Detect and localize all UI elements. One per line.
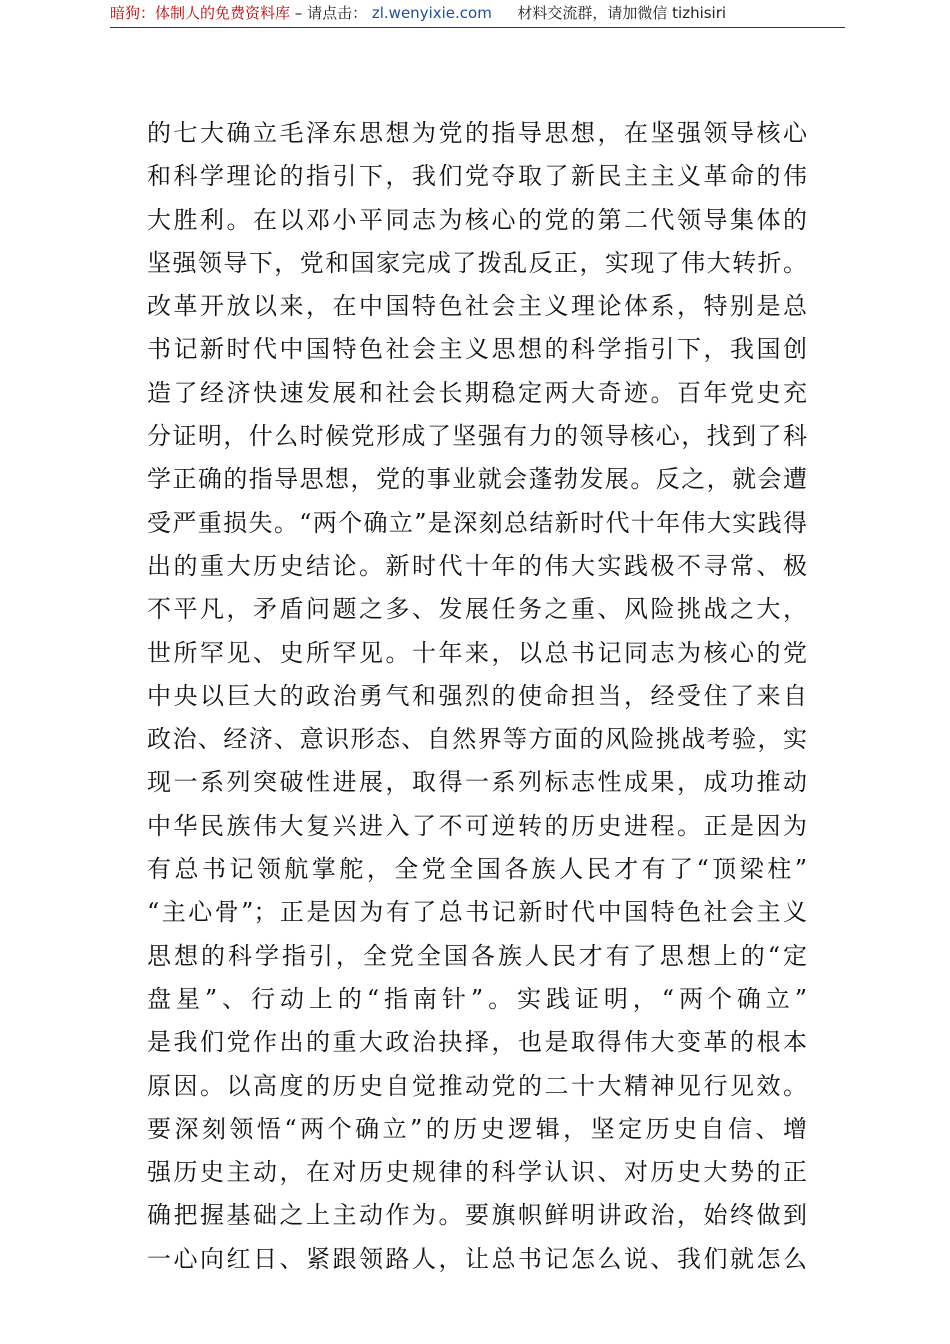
body-line: 现一系列突破性进展，取得一系列标志性成果，成功推动 [147, 768, 807, 797]
body-line: 大胜利。在以邓小平同志为核心的党的第二代领导集体的 [147, 205, 807, 234]
body-line: 出的重大历史结论。新时代十年的伟大实践极不寻常、极 [147, 551, 807, 580]
page-header [110, 0, 845, 28]
body-line: 原因。以高度的历史自觉推动党的二十大精神见行见效。 [147, 1071, 807, 1100]
body-line: 世所罕见、史所罕见。十年来，以总书记同志为核心的党 [147, 638, 807, 667]
body-line: 要深刻领悟“两个确立”的历史逻辑，坚定历史自信、增 [147, 1114, 807, 1143]
body-line: 有总书记领航掌舵，全党全国各族人民才有了“顶梁柱” [147, 855, 807, 884]
body-line: 强历史主动，在对历史规律的科学认识、对历史大势的正 [147, 1158, 807, 1187]
body-line: 中央以巨大的政治勇气和强烈的使命担当，经受住了来自 [147, 681, 807, 710]
body-line: “主心骨”；正是因为有了总书记新时代中国特色社会主义 [147, 898, 807, 927]
body-line: 书记新时代中国特色社会主义思想的科学指引下，我国创 [147, 335, 807, 364]
header-brand: 暗狗：体制人的免费资料库 [110, 4, 291, 22]
body-line: 学正确的指导思想，党的事业就会蓬勃发展。反之，就会遭 [147, 465, 807, 494]
body-line: 造了经济快速发展和社会长期稳定两大奇迹。百年党史充 [147, 378, 807, 407]
body-line: 盘星”、行动上的“指南针”。实践证明，“两个确立” [147, 984, 807, 1013]
document-body [147, 112, 807, 1281]
body-line: 政治、经济、意识形态、自然界等方面的风险挑战考验，实 [147, 725, 807, 754]
header-url-link[interactable]: zl.wenyixie.com [371, 4, 492, 22]
body-line: 分证明，什么时候党形成了坚强有力的领导核心，找到了科 [147, 422, 807, 451]
body-line: 一心向红日、紧跟领路人，让总书记怎么说、我们就怎么 [147, 1244, 807, 1273]
body-line: 中华民族伟大复兴进入了不可逆转的历史进程。正是因为 [147, 811, 807, 840]
body-line: 不平凡，矛盾问题之多、发展任务之重、风险挑战之大， [147, 595, 807, 624]
body-line: 和科学理论的指引下，我们党夺取了新民主主义革命的伟 [147, 162, 807, 191]
body-line: 受严重损失。“两个确立”是深刻总结新时代十年伟大实践得 [147, 508, 807, 537]
body-line: 确把握基础之上主动作为。要旗帜鲜明讲政治，始终做到 [147, 1201, 807, 1230]
body-line: 思想的科学指引，全党全国各族人民才有了思想上的“定 [147, 941, 807, 970]
body-line: 是我们党作出的重大政治抉择，也是取得伟大变革的根本 [147, 1028, 807, 1057]
body-line: 的七大确立毛泽东思想为党的指导思想，在坚强领导核心 [147, 119, 807, 147]
body-line: 坚强领导下，党和国家完成了拨乱反正，实现了伟大转折。 [147, 248, 807, 277]
header-separator: – [294, 4, 303, 22]
header-contact: 材料交流群，请加微信 tizhisiri [517, 4, 727, 22]
header-click-prompt: 请点击： [307, 4, 368, 22]
body-line: 改革开放以来，在中国特色社会主义理论体系，特别是总 [147, 292, 807, 321]
